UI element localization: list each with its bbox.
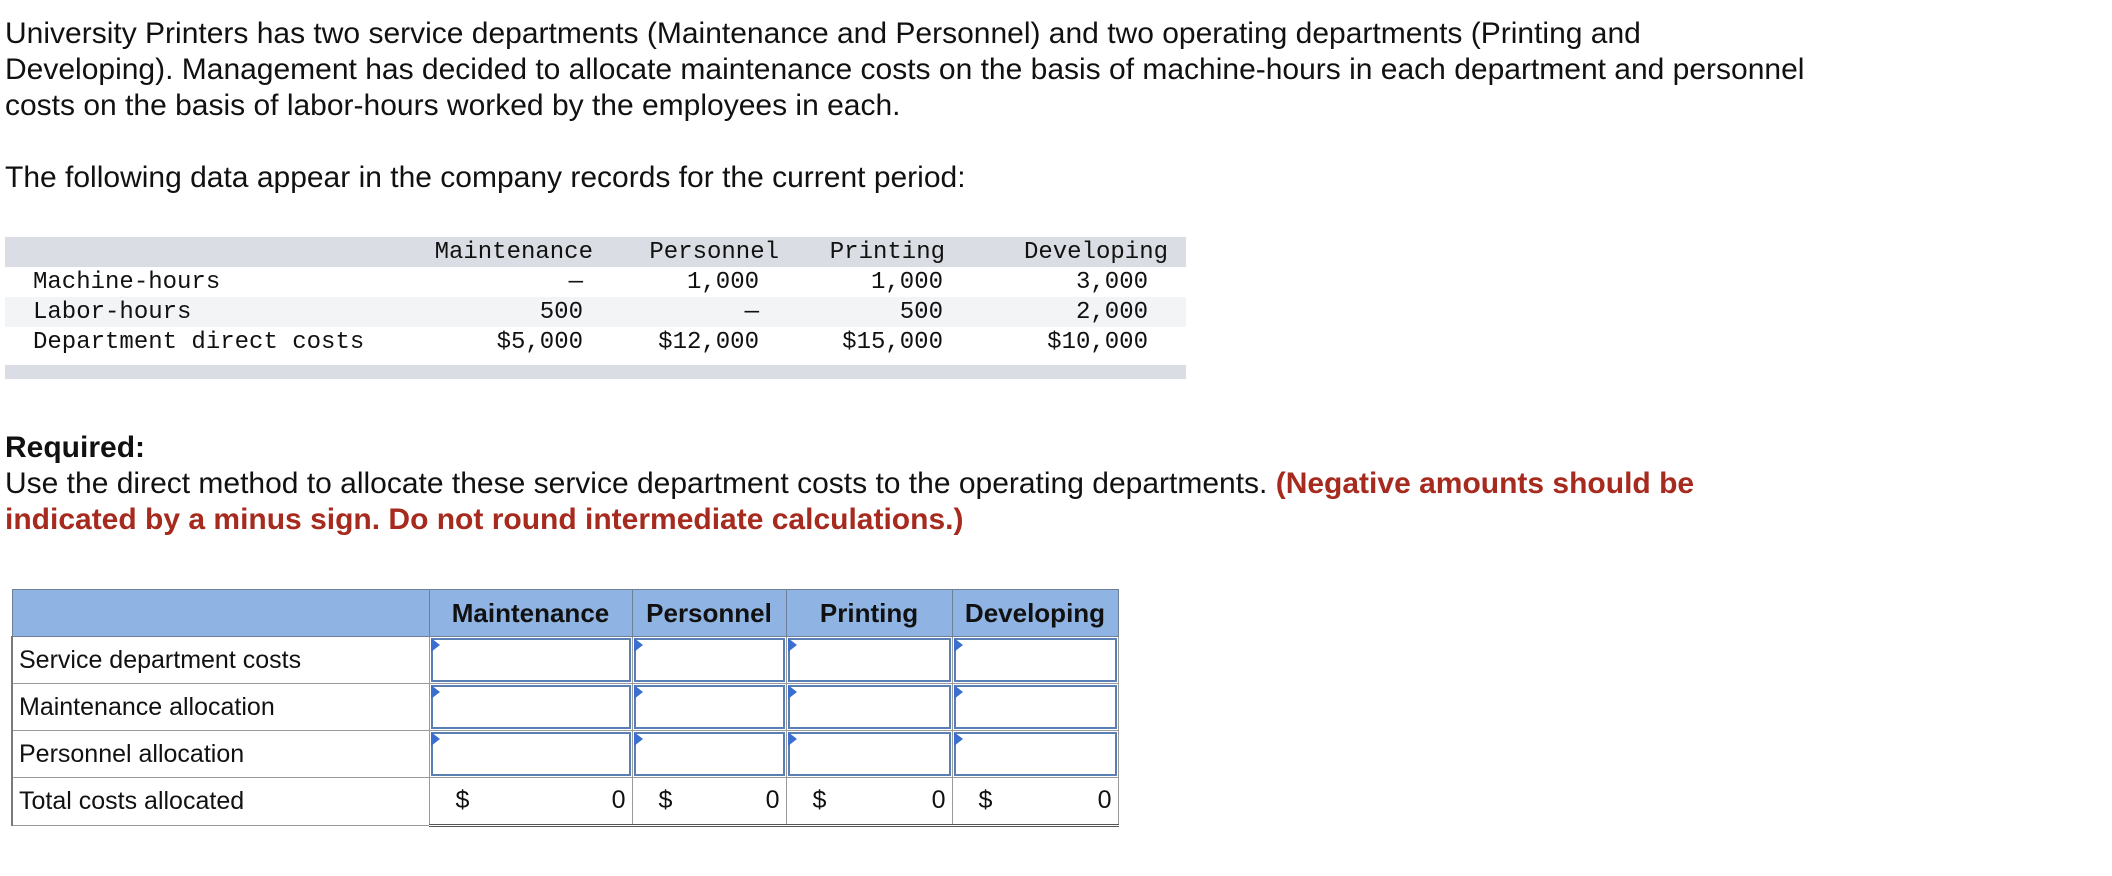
answer-row-maintenance-allocation xyxy=(12,684,1118,731)
data-cell: 500 xyxy=(797,297,963,327)
total-developing xyxy=(952,778,1118,826)
data-cell: 2,000 xyxy=(963,297,1186,327)
data-cell: $5,000 xyxy=(496,328,583,356)
required-heading: Required: xyxy=(5,431,146,464)
service-costs-printing-input[interactable] xyxy=(786,637,952,684)
company-data-table xyxy=(5,237,1186,379)
data-row-machine-hours xyxy=(5,267,1186,297)
answer-row-personnel-allocation xyxy=(12,731,1118,778)
total-value: 0 xyxy=(1097,786,1112,814)
data-cell: $10,000 xyxy=(1047,328,1148,356)
maint-alloc-developing-input[interactable] xyxy=(952,684,1118,731)
pers-alloc-developing-input[interactable] xyxy=(952,731,1118,778)
answer-header-personnel: Personnel xyxy=(632,590,786,637)
data-header-maintenance: Maintenance xyxy=(425,237,611,267)
allocation-answer-table xyxy=(11,589,1119,827)
currency-symbol: $ xyxy=(812,786,827,814)
input-marker-icon xyxy=(431,638,440,652)
data-cell: $15,000 xyxy=(842,328,943,356)
answer-header-developing: Developing xyxy=(952,590,1118,637)
pers-alloc-personnel-input[interactable] xyxy=(632,731,786,778)
input-marker-icon xyxy=(431,732,440,746)
answer-header-maintenance: Maintenance xyxy=(429,590,632,637)
answer-header-printing: Printing xyxy=(786,590,952,637)
data-row-label: Labor-hours xyxy=(5,297,425,327)
maint-alloc-personnel-input[interactable] xyxy=(632,684,786,731)
input-marker-icon xyxy=(634,685,643,699)
answer-row-label: Personnel allocation xyxy=(12,731,429,778)
data-header-printing: Printing xyxy=(797,237,963,267)
data-table-footer-band xyxy=(5,365,1186,379)
answer-row-label: Service department costs xyxy=(12,637,429,684)
input-marker-icon xyxy=(788,685,797,699)
currency-symbol: $ xyxy=(455,786,470,814)
required-note: (Negative amounts should be indicated by a minus sign. Do not round intermediate calculations.) xyxy=(5,467,1695,536)
input-marker-icon xyxy=(954,685,963,699)
total-personnel xyxy=(632,778,786,826)
answer-header-blank xyxy=(12,590,429,637)
data-cell: 1,000 xyxy=(870,268,943,296)
service-costs-personnel-input[interactable] xyxy=(632,637,786,684)
answer-header-row xyxy=(12,590,1118,637)
data-header-personnel: Personnel xyxy=(611,237,797,267)
total-value: 0 xyxy=(931,786,946,814)
input-marker-icon xyxy=(634,638,643,652)
data-cell: 500 xyxy=(425,297,611,327)
input-marker-icon xyxy=(954,732,963,746)
data-table-header-row xyxy=(5,237,1186,267)
total-printing xyxy=(786,778,952,826)
currency-symbol: $ xyxy=(658,786,673,814)
data-cell: 1,000 xyxy=(686,268,759,296)
answer-row-label: Maintenance allocation xyxy=(12,684,429,731)
required-instructions xyxy=(5,466,1805,538)
service-costs-developing-input[interactable] xyxy=(952,637,1118,684)
data-row-label: Department direct costs xyxy=(33,328,365,356)
total-value: 0 xyxy=(611,786,626,814)
total-maintenance xyxy=(429,778,632,826)
currency-symbol: $ xyxy=(978,786,993,814)
input-marker-icon xyxy=(954,638,963,652)
total-value: 0 xyxy=(765,786,780,814)
input-marker-icon xyxy=(788,732,797,746)
problem-intro: University Printers has two service departments (Maintenance and Personnel) and two operating departments (Printing and Developing). Management has decided to allocate maintenance costs on the basis of machine-hours in each department and personnel costs on the basis of labor-hours worked by the employees in each. xyxy=(5,17,1805,122)
maint-alloc-printing-input[interactable] xyxy=(786,684,952,731)
data-row-direct-costs xyxy=(5,327,1186,357)
required-text: Use the direct method to allocate these service department costs to the operating departments. xyxy=(5,467,1276,500)
pers-alloc-printing-input[interactable] xyxy=(786,731,952,778)
data-header-developing: Developing xyxy=(963,237,1186,267)
input-marker-icon xyxy=(788,638,797,652)
input-marker-icon xyxy=(431,685,440,699)
answer-row-total xyxy=(12,778,1118,826)
data-row-label: Machine-hours xyxy=(33,268,221,296)
answer-row-service-costs xyxy=(12,637,1118,684)
data-row-labor-hours xyxy=(5,297,1186,327)
data-cell: — xyxy=(611,297,797,327)
data-cell: — xyxy=(568,268,583,296)
data-header-blank xyxy=(5,237,425,267)
data-cell: $12,000 xyxy=(658,328,759,356)
input-marker-icon xyxy=(634,732,643,746)
pers-alloc-maintenance-input[interactable] xyxy=(429,731,632,778)
answer-row-label: Total costs allocated xyxy=(12,778,429,826)
data-lead-text: The following data appear in the company records for the current period: xyxy=(5,161,966,194)
maint-alloc-maintenance-input[interactable] xyxy=(429,684,632,731)
service-costs-maintenance-input[interactable] xyxy=(429,637,632,684)
data-cell: 3,000 xyxy=(1075,268,1148,296)
